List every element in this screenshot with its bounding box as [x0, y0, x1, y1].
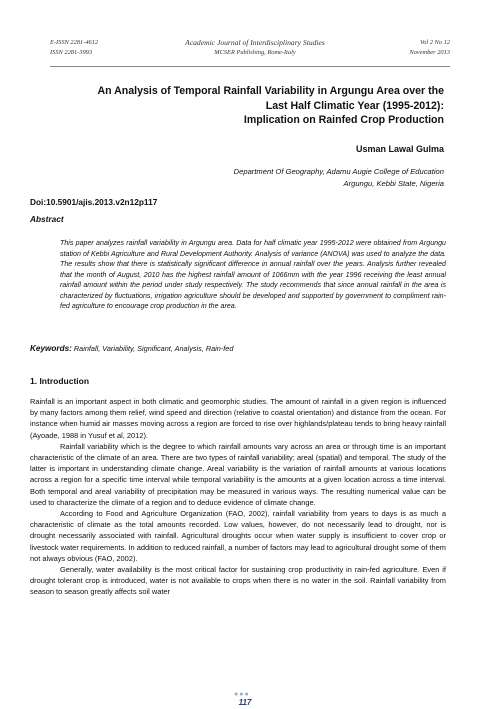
author-name: Usman Lawal Gulma [355, 144, 444, 154]
abstract-heading: Abstract [30, 214, 64, 224]
affiliation-line-1: Department Of Geography, Adamu Augie College of Education [233, 167, 444, 176]
volume-block [380, 38, 450, 58]
publisher: MCSER Publishing, Rome-Italy [214, 49, 296, 56]
paragraph: According to Food and Agriculture Organization (FAO, 2002), rainfall variability from years to days is as much a characteristic of climate as the total amounts recorded. Low values, however, do not necessarily lead to drought, nor is drought necessarily associated with rainfall. Agricultural droughts occur when water supply is insufficient to cover crop or livestock water requirements. In addition to reduced rainfall, a number of factors may lead to agricultural drought some of them not always obvious (FAO, 2002). [30, 509, 446, 563]
footer-dots-icon: ●●● [234, 691, 250, 698]
issn: ISSN 2281-3993 [50, 49, 93, 56]
title-line-3: Implication on Rainfed Crop Production [243, 114, 444, 126]
abstract-text: This paper analyzes rainfall variability in Argungu area. Data for half climatic year 1995-2012 were obtained from Argungu station of Kebbi Agriculture and Rural Development Authority. Analysis of variance (ANOVA) was used to analyze the data. The results show that there is statistically significant difference in annual rainfall over the years. Analysis further revealed that the month of August, 2010 has the highest rainfall amount of 1066mm with the year 1996 receiving the least annual rainfall amount within the period under study respectively. The study recommends that since annual rainfall in the area is characterized by fluctuations, irrigation agriculture should be developed and supported by government to compliment rain-fed agriculture to encourage crop production in the area. [60, 239, 446, 310]
keywords [30, 344, 233, 353]
eissn: E-ISSN 2281-4612 [50, 39, 99, 46]
volume: Vol 2 No 12 [419, 39, 450, 46]
paragraph: Generally, water availability is the most critical factor for sustaining crop productivity in rain-fed agriculture. Even if drought tolerant crop is introduced, water is not available to crops when there is no water in the soil. Rainfall variability from season to season greatly affects soil water [30, 565, 446, 597]
keywords-label: Keywords: [30, 344, 72, 353]
doi: Doi:10.5901/ajis.2013.v2n12p117 [30, 197, 158, 207]
author-affiliation [150, 166, 444, 189]
keywords-list: Rainfall, Variability, Significant, Analysis, Rain-fed [73, 344, 234, 353]
page-number: 117 [238, 698, 252, 707]
journal-name: Academic Journal of Interdisciplinary Studies [185, 38, 325, 47]
header-divider [50, 66, 450, 67]
journal-name-block [140, 38, 370, 58]
section-heading: 1. Introduction [30, 376, 90, 386]
title-line-1: An Analysis of Temporal Rainfall Variability in Argungu Area over the [97, 85, 444, 97]
issue-date: November 2013 [409, 49, 450, 56]
paragraph: Rainfall is an important aspect in both climatic and geomorphic studies. The amount of rainfall in a given region is influenced by many factors among them relief, wind speed and direction (relative to coastal orientation) and distance from the ocean. For instance when humid air masses moving across a region are forced to rise over highlands/plateau tends to bring heavy rainfall (Ayoade, 1988 in Yusuf et al, 2012). [30, 397, 446, 440]
title-line-2: Last Half Climatic Year (1995-2012): [265, 99, 444, 112]
paragraph: Rainfall variability which is the degree to which rainfall amounts vary across an area or through time is an important characteristic of the climate of an area. There are two types of rainfall variability; areal (spatial) and temporal. The study of the latter is important in understanding climate change. Areal variability is the variation of rainfall amounts at various locations across a region for a specific time interval while temporal variability is the amounts at a given location across a time interval. Both temporal and areal variability of precipitation may be measured in various ways. The resulting numerical value can be used to characterize the climate of a region and to deduce evidence of climate change. [30, 441, 446, 507]
journal-issn-block [50, 38, 98, 58]
affiliation-line-2: Argungu, Kebbi State, Nigeria [343, 178, 444, 188]
body-text [30, 396, 446, 598]
article-title [20, 84, 444, 128]
